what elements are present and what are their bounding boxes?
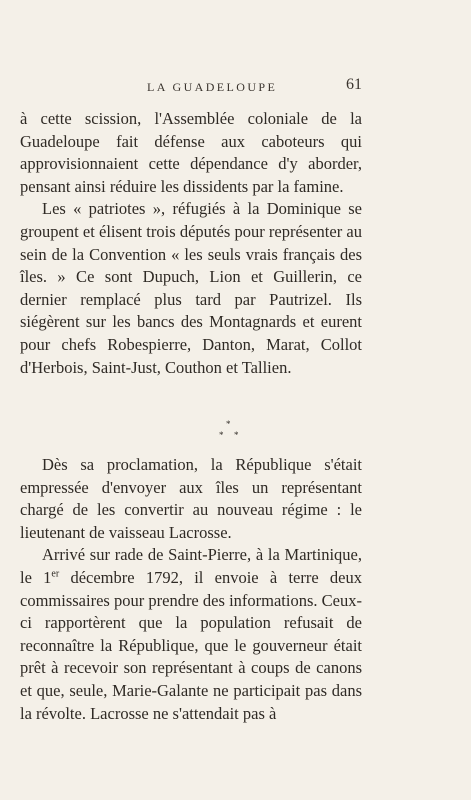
section-separator [0,420,471,444]
paragraph-lacrosse-end: décembre 1792, il envoie à terre deux commissaires pour prendre des informations. Ceux-ci rapportèrent que la population refusait de reconnaître la République, que le gouverneur était prêt à recevoir son représentant à coups de canons et que, seule, Marie-Galante ne participait pas dans la révolte. Lacrosse ne s'attendait pas à [20,567,362,723]
page-number: 61 [346,76,362,93]
ordinal-suffix: er [51,568,60,580]
text-block-lower [20,454,362,725]
paragraph-continuation: à cette scission, l'Assemblée coloniale de la Guadeloupe fait défense aux caboteurs qui approvisionnaient cette dépendance d'y aborder, pensant ainsi réduire les dissidents par la famine. [20,109,362,196]
paragraph-patriotes: Les « patriotes », réfugiés à la Dominique se groupent et élisent trois députés pour représenter au sein de la Convention « les seuls vrais français des îles. » Ce sont Dupuch, Lion et Guillerin, ce dernier remplacé plus tard par Pautrizel. Ils siégèrent sur les bancs des Montagnards et eurent pour chefs Robespierre, Danton, Marat, Collot d'Herbois, Saint-Just, Couthon et Tallien. [20,199,362,377]
paragraph-lacrosse [20,544,362,725]
asterisk-left: * [219,430,224,440]
asterisk-right: * [234,430,239,440]
text-block-upper [20,108,362,379]
paragraph-lacrosse-start: Arrivé sur rade de Saint-Pierre, à la Martinique, le 1 [20,545,362,587]
asterisk-top: * [226,419,231,429]
running-title: LA GUADELOUPE [147,80,278,94]
paragraph-proclamation: Dès sa proclamation, la République s'était empressée d'envoyer aux îles un représentant chargé de les convertir au nouveau régime : le lieutenant de vaisseau Lacrosse. [20,455,362,542]
